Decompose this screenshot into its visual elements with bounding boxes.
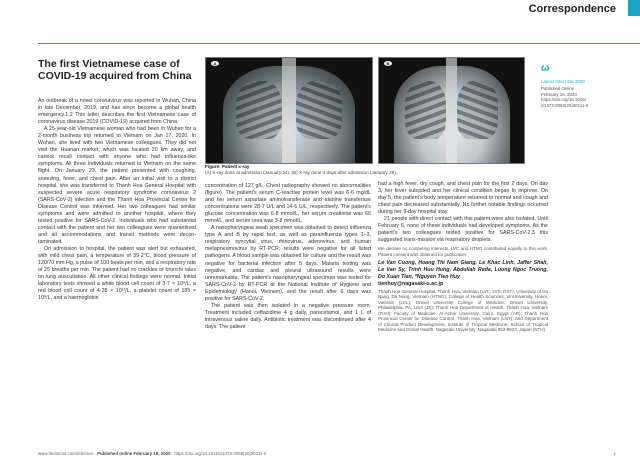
section-marker [628,0,640,16]
paragraph: An outbreak of a novel coronavirus was reported in Wuhan, China in late December, 2019, and has since become a global health emergency.1,2 This letter describes the first Vietnamese case of coronavirus disease 2019 (COVID-19) acquired from China. [38,98,196,126]
corresponding-email[interactable]: tienhuy@nagasaki-u.ac.jp [378,280,444,287]
sidebar-info [541,79,636,108]
journal-citation: Lancet Infect Dis 2020 [541,79,585,84]
paragraph: concentration of 127 g/L. Chest radiography showed no abnormalities (figure). The patient's serum C-reactive protein level was 6·6 mg/dL and her serum aspartate aminotransferase and alanine transferase concentrations were 28·7 U/L and 14·6 U/L, respectively. The patient's glucose concentration was 6·8 mmol/L, her serum creatinine was 66 mmol/L, and serum urea was 3·8 mmol/L. [205,183,371,225]
header-rule [38,43,640,44]
article-title: The first Vietnamese case of COVID-19 acquired from China [38,58,192,82]
competing-interests: We declare no competing interests. LVC and HTNG contributed equally to this work. Patient consent was obtained for publication. [378,246,548,258]
paragraph: The patient was then isolated in a negative pressure room. Treatment included ceftazidime 4 g daily, paracetamol, and 1 L of intravenous saline daily. Antibiotic treatment was discontinued after 4 days. The patient [205,302,371,330]
doi-line-1[interactable]: https://doi.org/10.1016/ [541,97,586,103]
right-column [378,181,548,333]
caption-text: (A) X-ray done at admission (January 24). (B) X-ray done 4 days after admission (January 28). [205,169,397,175]
panel-label-a: A [211,61,219,66]
doi-link[interactable] [541,97,636,108]
panel-label-b: B [384,61,392,66]
lancet-w-logo-icon: ω [541,63,550,74]
page-number: 1 [613,451,616,456]
middle-column [205,183,371,331]
left-column [38,98,196,302]
paragraph: had a high fever, dry cough, and chest pain for the first 2 days. On day 3, her fever subsided and her clinical condition began to improve. On day 5, the patient's body temperature returned to normal and cough and chest pain decreased substantially. No further notable findings occurred during her 9-day hospital stay. [378,181,548,216]
page-footer [38,451,266,456]
affiliations: Thanh Hoa General Hospital, Thanh Hoa, Vietnam (LVC, LVS, DXT); University of Da Nang, Da Nang, Vietnam (HTNG); College of Health Sciences, VinUniversity, Hanoi, Vietnam (LKL); Drexel University College of Medicine, Drexel University, Philadelphia, PA, USA (JS); Thanh Hoa Department of Health, Thanh Hoa, Vietnam (THH); Faculty of Medicine, Al-Azhar University, Cairo, Egypt (AR); Thanh Hoa Provincial Center for Disease Control, Thanh Hoa, Vietnam (LNT); and Department of Clinical Product Development, Institute of Tropical Medicine, School of Tropical Medicine and Global Health, Nagasaki University, Nagasaki 852-8523, Japan (NTH) [378,288,548,333]
footer-doi-link[interactable]: https://doi.org/10.1016/S1473-3099(20)30111-0 [174,451,267,456]
section-title: Correspondence [528,3,616,15]
xray-image-a [205,57,373,164]
paragraph: On admission to hospital, the patient was alert but exhausted, with mild chest pain, a temperature of 39·2°C, blood pressure of 120/70 mm Hg, a pulse of 100 beats per min, and a respiratory rate of 25 breaths per min. The patient had no crackles or bronchi rales on lung auscultation. All other clinical findings were normal. Initial laboratory tests showed a white blood cell count of 3·7 × 10⁹/L, a red blood cell count of 4·28 × 10¹²/L, a platelet count of 185 × 10⁹/L, and a haemoglobin [38,245,196,302]
author-list: Le Van Cuong, Hoang Thi Nam Giang, Le Khac Linh, Jaffer Shah, Le Van Sy, Trinh Huu Hung, Abdullah Reda, Luong Ngoc Truong, Do Xuan Tien, *Nguyen Tien Huy [378,259,548,280]
footer-published: Published online February 18, 2020 [97,451,171,456]
caption-title: Figure: Patient x-ray [205,164,250,169]
published-label: Published Online [541,86,575,92]
published-date: February 18, 2020 [541,91,577,97]
paragraph: A nasopharyngeal swab specimen was obtained to detect influenza type A and B by rapid test, as well as parainfluenza types 1–3, respiratory syncytial virus, rhinovirus, adenovirus, and human metapneumovirus by RT-PCR; results were negative for all listed pathogens. A blood sample was obtained for culture and the result was negative for bacterial infection after 5 days. Malaria testing was negative, and cardiac and pleural ultrasound results were unremarkable. The patient's nasopharyngeal specimen was tested for SARS-CoV-2 by RT-PCR at the National Institute of Hygiene and Epidemiology (Hanoi, Vietnam), and the result after 6 days was positive for SARS-CoV-2. [205,225,371,302]
xray-image-b [378,57,525,164]
footer-site-link[interactable]: www.thelancet.com/infection [38,451,94,456]
paragraph: A 25-year-old Vietnamese woman who had been in Wuhan for a 2-month business trip returned to Vietnam on Jan 17, 2020. In Wuhan, she lived with two Vietnamese colleagues. They did not visit the Huanan market, which was located 20 km away, and cannot recall contact with anyone who had influenza-like symptoms. All three individuals returned to Vietnam on the same flight. On January 23, the patient presented with coughing, sneezing, fever, and chest pain. After an initial visit to a district hospital, she was transferred to Thanh Hoa General Hospital with suspected severe acute respiratory syndrome coronavirus 2 (SARS-CoV-2) infection and the Thanh Hoa Provincial Center for Disease Control was informed. Her two colleagues had similar symptoms and were admitted to another hospital, where they tested positive for SARS-CoV-2. Individuals who had substantial contact with the patient and her two colleagues were quarantined and all accommodations and transit methods were decon-taminated. [38,126,196,245]
figure-caption [205,164,535,175]
doi-line-2[interactable]: S1473-3099(20)30111-0 [541,102,589,108]
paragraph: 21 people with direct contact with this patient were also isolated. Until February 6, none of these individuals had developed symptoms. As the patient's two colleagues tested positive for SARS-CoV-2,3 this suggested trans-mission via respiratory droplets. [378,216,548,244]
